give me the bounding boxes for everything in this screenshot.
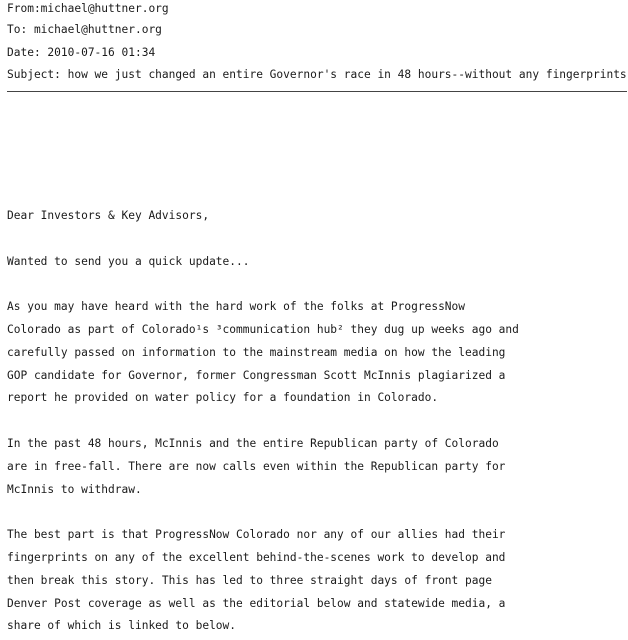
intro-line: Wanted to send you a quick update... <box>7 254 250 268</box>
email-header <box>7 0 627 87</box>
subject-line: Subject: how we just changed an entire Governor's race in 48 hours--without any fingerprints <box>7 68 627 81</box>
paragraph-line: then break this story. This has led to three straight days of front page <box>7 573 492 587</box>
to-line: To: michael@huttner.org <box>7 23 162 36</box>
paragraph-line: GOP candidate for Governor, former Congressman Scott McInnis plagiarized a <box>7 368 506 382</box>
paragraph-line: In the past 48 hours, McInnis and the entire Republican party of Colorado <box>7 436 499 450</box>
paragraph-line: share of which is linked to below. <box>7 619 237 633</box>
paragraph-2 <box>7 433 622 501</box>
paragraph-line: fingerprints on any of the excellent behind-the-scenes work to develop and <box>7 550 506 564</box>
paragraph-line: As you may have heard with the hard work of the folks at ProgressNow <box>7 300 466 314</box>
paragraph-line: carefully passed on information to the mainstream media on how the leading <box>7 345 506 359</box>
paragraph-line: are in free-fall. There are now calls even within the Republican party for <box>7 459 506 473</box>
from-line: From:michael@huttner.org <box>7 2 169 15</box>
date-line: Date: 2010-07-16 01:34 <box>7 45 156 59</box>
paragraph-line: report he provided on water policy for a foundation in Colorado. <box>7 391 439 405</box>
paragraph-1 <box>7 296 622 410</box>
paragraph-line: The best part is that ProgressNow Colorado nor any of our allies had their <box>7 528 506 542</box>
paragraph-line: Colorado as part of Colorado¹s ³communication hub² they dug up weeks ago and <box>7 322 519 336</box>
header-divider <box>7 91 627 92</box>
email-body <box>7 205 622 638</box>
paragraph-line: Denver Post coverage as well as the editorial below and statewide media, a <box>7 596 506 610</box>
paragraph-3 <box>7 524 622 638</box>
greeting: Dear Investors & Key Advisors, <box>7 209 210 222</box>
paragraph-line: McInnis to withdraw. <box>7 482 142 496</box>
